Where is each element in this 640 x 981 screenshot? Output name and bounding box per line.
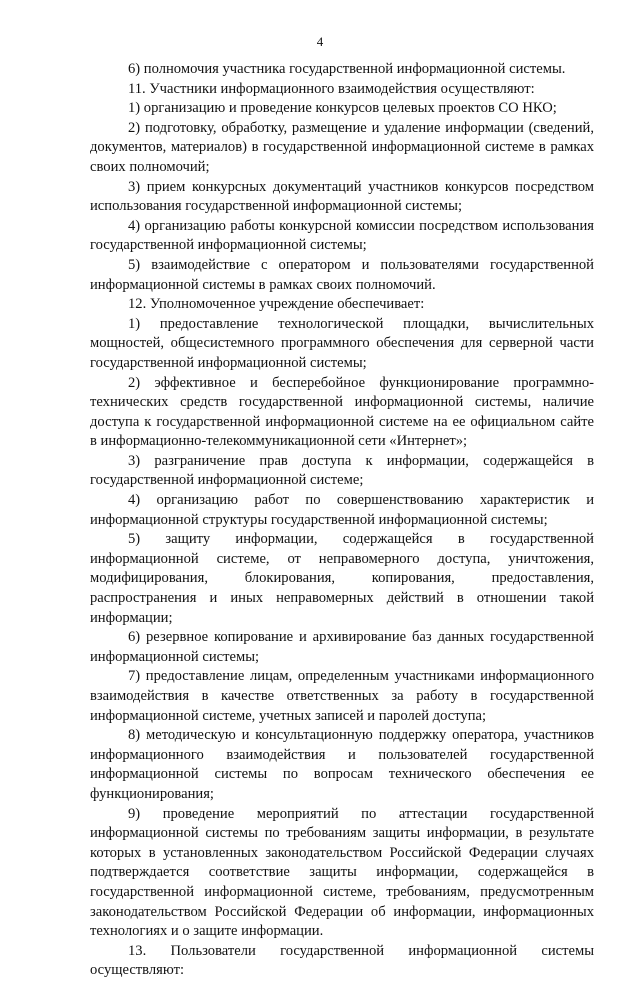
paragraph-item-12-5: 5) защиту информации, содержащейся в государственной информационной системе, от неправомерного доступа, уничтожения, модифицирования, блокирования, копирования, предоставления, распространения и иных неправомерных действий в отношении такой информации; xyxy=(90,531,594,626)
paragraph-item-12-3: 3) разграничение прав доступа к информации, содержащейся в государственной информационной системе; xyxy=(90,452,594,489)
paragraph-item-6-powers: 6) полномочия участника государственной информационной системы. xyxy=(128,61,566,77)
paragraph-item-11-3: 3) прием конкурсных документаций участников конкурсов посредством использования государственной информационной системы; xyxy=(90,178,594,215)
paragraph-item-12-4: 4) организацию работ по совершенствованию характеристик и информационной структуры государственной информационной системы; xyxy=(90,492,594,528)
paragraph-item-12-9: 9) проведение мероприятий по аттестации государственной информационной системы по требованиям защиты информации, в результате которых в установленных законодательством Российской Федерации случаях подтверждается соответствие защиты информации, содержащейся в государственной информационной системе, требованиям, предусмотренным законодательством Российской Федерации об информации, информационных технологиях и о защите информации. xyxy=(90,805,594,940)
page-number: 4 xyxy=(316,34,324,49)
document-body xyxy=(90,60,594,981)
paragraph-item-12-7: 7) предоставление лицам, определенным участниками информационного взаимодействия в качестве ответственных за работу в государственной информационной системе, учетных записей и паролей доступа; xyxy=(90,668,594,724)
paragraph-section-12: 12. Уполномоченное учреждение обеспечивает: xyxy=(128,296,425,313)
paragraph-item-12-6: 6) резервное копирование и архивирование баз данных государственной информационной системы; xyxy=(90,629,594,665)
paragraph-item-11-2: 2) подготовку, обработку, размещение и удаление информации (сведений, документов, материалов) в государственной информационной системе в рамках своих полномочий; xyxy=(90,119,594,175)
paragraph-section-13: 13. Пользователи государственной информационной системы осуществляют: xyxy=(90,942,594,979)
paragraph-item-12-1: 1) предоставление технологической площадки, вычислительных мощностей, общесистемного программного обеспечения для серверной части государственной информационной системы; xyxy=(90,315,594,371)
paragraph-section-11: 11. Участники информационного взаимодействия осуществляют: xyxy=(128,80,535,97)
paragraph-item-11-1: 1) организацию и проведение конкурсов целевых проектов СО НКО; xyxy=(128,100,557,117)
paragraph-item-12-8: 8) методическую и консультационную поддержку оператора, участников информационного взаимодействия и пользователей государственной информационной системы по вопросам технического обеспечения ее функционирования; xyxy=(90,727,594,802)
paragraph-item-11-5: 5) взаимодействие с оператором и пользователями государственной информационной системы в рамках своих полномочий. xyxy=(90,256,594,293)
paragraph-item-11-4: 4) организацию работы конкурсной комиссии посредством использования государственной информационной системы; xyxy=(90,217,594,254)
paragraph-item-12-2: 2) эффективное и бесперебойное функционирование программно-технических средств государственной информационной системы, наличие доступа к государственной информационной системе на ее официальном сайте в информационно-телекоммуникационной сети «Интернет»; xyxy=(90,374,594,450)
